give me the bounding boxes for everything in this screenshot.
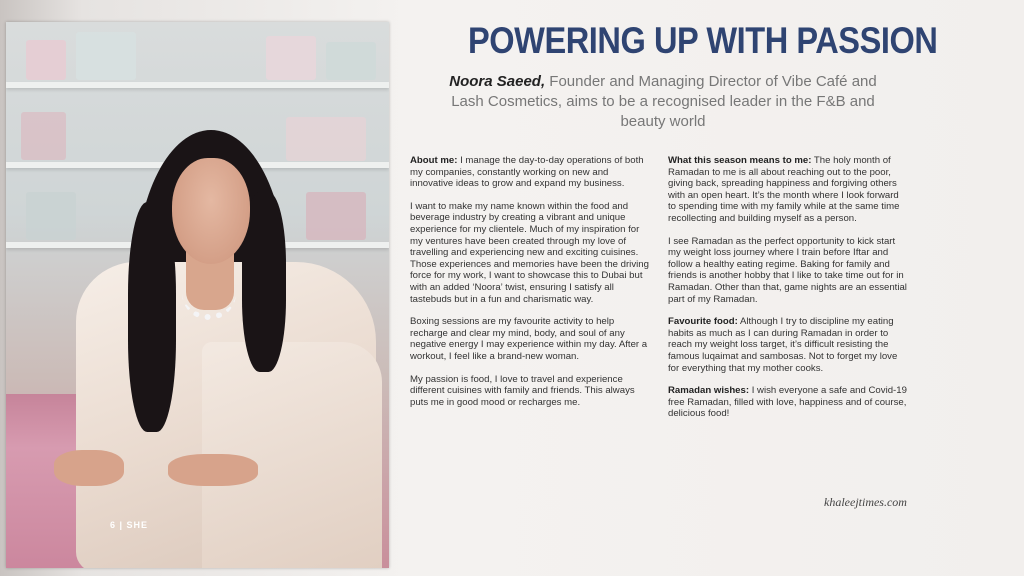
headline: POWERING UP WITH PASSION: [468, 20, 938, 61]
paragraph-text: I wish everyone a safe and Covid-19 free Ramadan, filled with love, happiness and of course, delicious food!: [668, 385, 907, 420]
shelf-jar: [26, 192, 76, 240]
paragraph: [668, 236, 908, 306]
shelf-jar: [26, 40, 66, 80]
shelf-jar: [21, 112, 66, 160]
shelf-jar: [76, 32, 136, 80]
paragraph-label: About me:: [410, 155, 458, 166]
shelf-jar: [266, 36, 316, 80]
paragraph: [668, 155, 908, 225]
standfirst: [438, 72, 888, 132]
paragraph: [410, 155, 650, 190]
hair-left: [128, 202, 176, 432]
paragraph: [668, 316, 908, 374]
standfirst-text: Founder and Managing Director of Vibe Café and Lash Cosmetics, aims to be a recognised leader in the F&B and beauty world: [451, 73, 877, 130]
hand-right: [168, 454, 258, 486]
article: [390, 0, 1024, 576]
shelf-jar: [326, 42, 376, 80]
page-folio: 6 | SHE: [110, 520, 149, 530]
paragraph-text: The holy month of Ramadan to me is all about reaching out to the poor, giving back, spreading happiness and forgiving others with an open heart. It’s the month where I look forward to spending time with my family while at the same time recollecting and building myself as a person.: [668, 155, 900, 224]
column-right: [668, 155, 908, 431]
paragraph: [410, 316, 650, 362]
paragraph: [668, 385, 908, 420]
paragraph-text: Boxing sessions are my favourite activity to help recharge and clear my mind, body, and soul of any negative energy I may experience within my day. After a workout, I feel like a brand-new woman.: [410, 316, 648, 362]
paragraph-text: My passion is food, I love to travel and experience different cuisines with family and friends. This always puts me in good mood or recharges me.: [410, 373, 635, 408]
portrait-photo: [6, 22, 389, 568]
paragraph-text: Although I try to discipline my eating habits as much as I can during Ramadan in order to reach my weight loss target, it’s difficult resisting the famous luqaimat and sambosas. Not to forget my love for everything that my mother cooks.: [668, 316, 898, 374]
paragraph-label: What this season means to me:: [668, 155, 812, 166]
paragraph-label: Ramadan wishes:: [668, 385, 750, 397]
shelf-jar: [286, 117, 366, 161]
face: [172, 158, 250, 264]
shelf: [6, 82, 389, 88]
column-left: [410, 155, 650, 419]
paragraph: [410, 374, 650, 409]
paragraph-text: I want to make my name known within the food and beverage industry by creating a vibrant and unique experience for my clientele. Much of my inspiration for my ventures have been created through my love of travelling and experiencing new and exciting cuisines. Those experiences and memories have been the driving force for my work, I want to showcase this to Dubai but with an added ‘Noora’ twist, ensuring I satisfy all tastebuds but in a fun and charismatic way.: [410, 200, 649, 305]
paragraph-text: I manage the day-to-day operations of both my companies, constantly working on new and innovative ideas to grow and expand my business.: [410, 155, 644, 190]
footer-url: khaleejtimes.com: [824, 495, 907, 509]
hand-left: [54, 450, 124, 486]
standfirst-name: Noora Saeed,: [449, 73, 546, 90]
paragraph: [410, 201, 650, 305]
shelf-jar: [306, 192, 366, 240]
paragraph-text: I see Ramadan as the perfect opportunity to kick start my weight loss journey where I train before Iftar and follow a healthy eating regime. Baking for family and friends is another hobby that I like to take time out for in Ramadan. Other than that, game nights are an essential part of my Ramadan.: [668, 235, 907, 305]
paragraph-label: Favourite food:: [668, 316, 738, 328]
